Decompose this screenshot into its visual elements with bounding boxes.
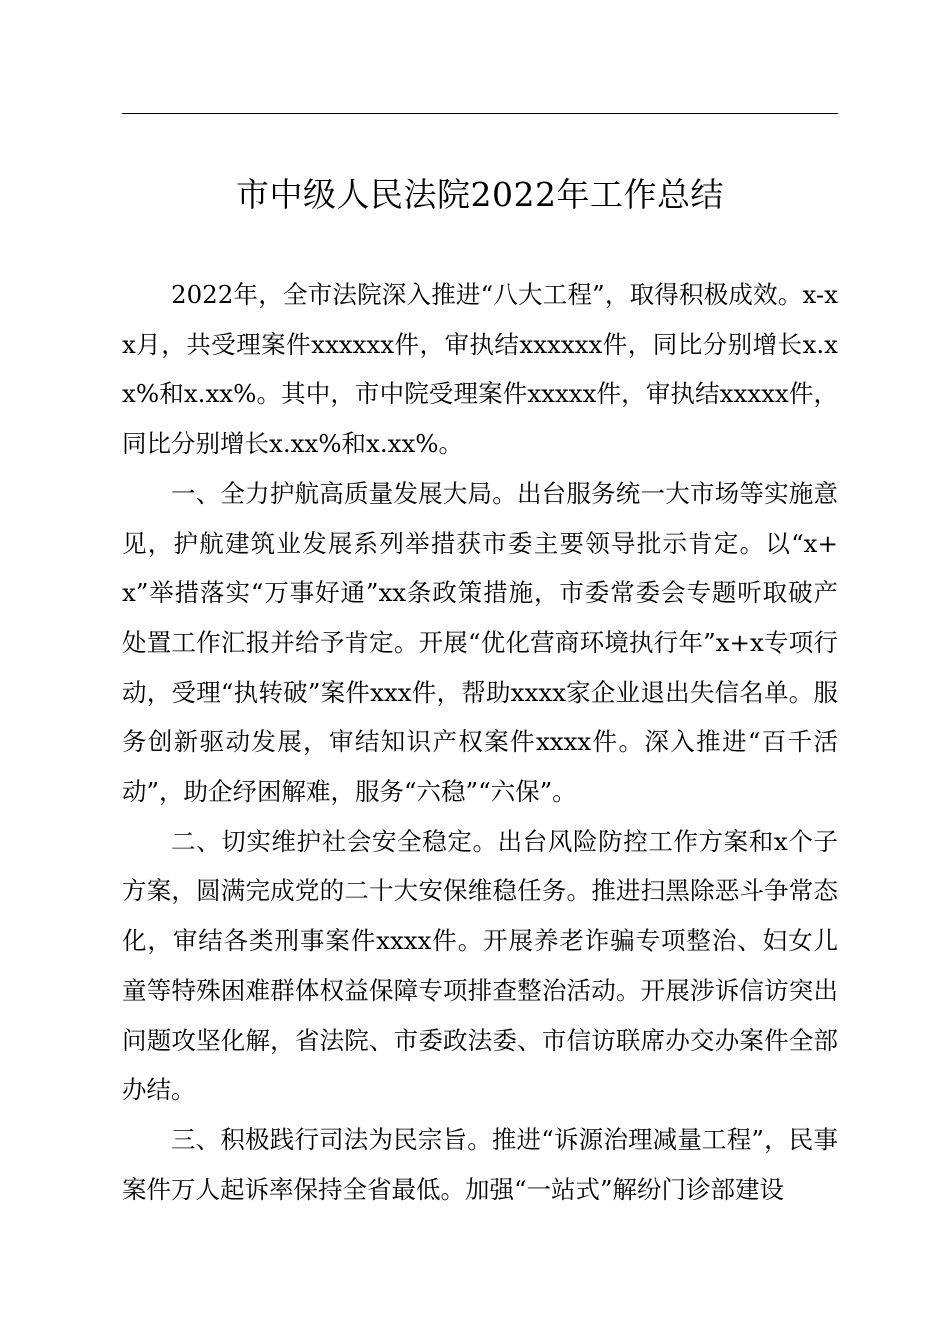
document-body bbox=[122, 270, 838, 1214]
header-rule bbox=[122, 113, 838, 114]
document-title: 市中级人民法院2022年工作总结 bbox=[236, 175, 724, 214]
paragraph-section-1: 一、全力护航高质量发展大局。出台服务统一大市场等实施意见，护航建筑业发展系列举措获市委主要领导批示肯定。以“x+x”举措落实“万事好通”xx条政策措施，市委常委会专题听取破产处置工作汇报并给予肯定。开展“优化营商环境执行年”x+x专项行动，受理“执转破”案件xxx件，帮助xxxx家企业退出失信名单。服务创新驱动发展，审结知识产权案件xxxx件。深入推进“百千活动”，助企纾困解难，服务“六稳”“六保”。 bbox=[122, 478, 838, 807]
paragraph-intro: 2022年，全市法院深入推进“八大工程”，取得积极成效。x-xx月，共受理案件xxxxxx件，审执结xxxxxx件，同比分别增长x.xx%和x.xx%。其中，市中院受理案件xxxxx件，审执结xxxxx件，同比分别增长x.xx%和x.xx%。 bbox=[122, 280, 838, 459]
paragraph-section-2: 二、切实维护社会安全稳定。出台风险防控工作方案和x个子方案，圆满完成党的二十大安保维稳任务。推进扫黑除恶斗争常态化，审结各类刑事案件xxxx件。开展养老诈骗专项整治、妇女儿童等特殊困难群体权益保障专项排查整治活动。开展涉诉信访突出问题攻坚化解，省法院、市委政法委、市信访联席办交办案件全部办结。 bbox=[122, 826, 838, 1105]
paragraph-section-3: 三、积极践行司法为民宗旨。推进“诉源治理减量工程”，民事案件万人起诉率保持全省最低。加强“一站式”解纷门诊部建设 bbox=[122, 1124, 838, 1204]
